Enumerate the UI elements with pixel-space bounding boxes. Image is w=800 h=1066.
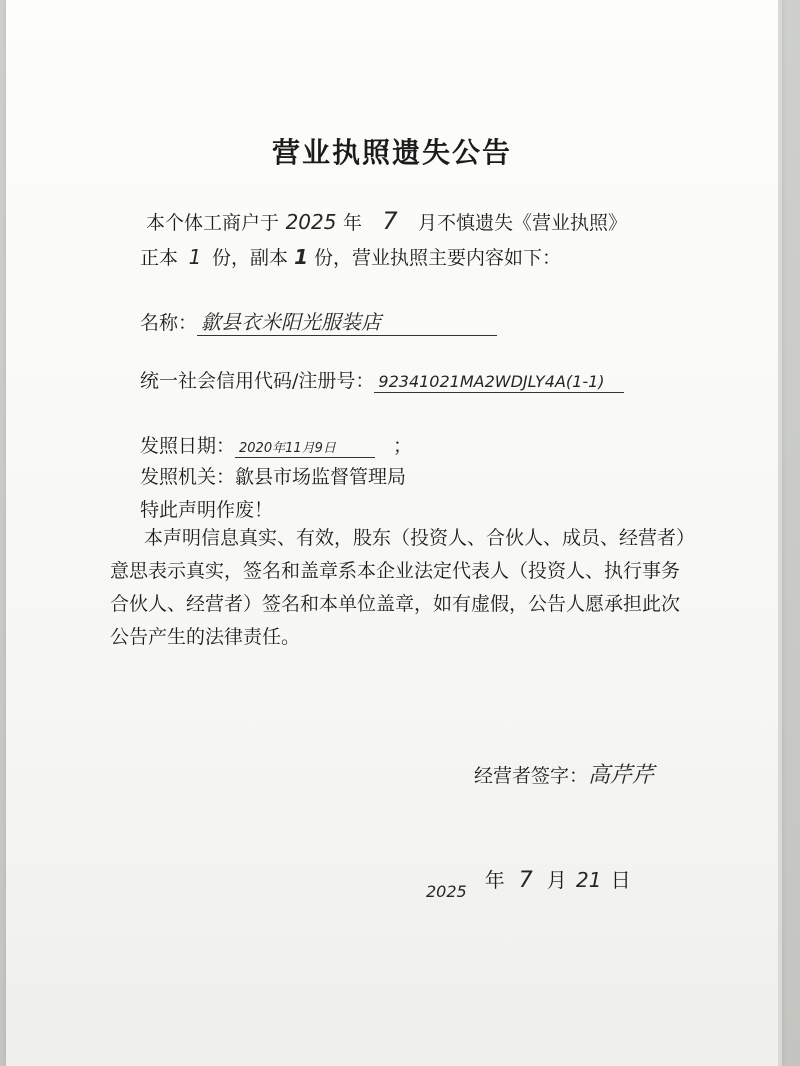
void-statement: 特此声明作废！ (140, 499, 274, 521)
issue-date-label: 发照日期： (140, 435, 236, 457)
issue-date-value: 2020年11月9日 (239, 441, 336, 456)
issue-date-suffix: ； (393, 435, 413, 457)
signature-line (474, 758, 654, 789)
authority-line (140, 462, 406, 489)
authority-label: 发照机关： (140, 466, 236, 488)
loss-year-unit: 年 (343, 212, 363, 234)
issue-date-line (140, 431, 412, 458)
date-year-unit: 年 (484, 868, 505, 892)
date-day: 21 (575, 868, 602, 892)
notice-title: 营业执照遗失公告 (271, 136, 512, 169)
name-label: 名称： (140, 312, 198, 334)
authority-value: 歙县市场监督管理局 (235, 466, 407, 488)
copies-separator: 份，副本 (212, 247, 289, 269)
loss-year: 2025 (285, 210, 337, 234)
date-month-unit: 月 (546, 868, 567, 892)
date-month: 7 (518, 868, 533, 893)
credit-code-line (140, 366, 624, 393)
signature-label: 经营者签字： (474, 765, 589, 787)
date-year: 2025 (426, 882, 467, 901)
business-name: 歙县衣米阳光服装店 (201, 310, 382, 334)
operator-signature: 高芹芹 (588, 763, 655, 788)
copies-line (140, 243, 561, 270)
credit-code-label: 统一社会信用代码/注册号： (140, 370, 375, 392)
notice-paper (6, 0, 778, 1066)
original-count: 1 (188, 245, 202, 269)
copy-count: 1 (294, 245, 308, 269)
date-day-unit: 日 (610, 868, 631, 892)
declaration-paragraph: 本声明信息真实、有效，股东（投资人、合伙人、成员、经营者）意思表示真实，签名和盖章系本企业法定代表人（投资人、执行事务合伙人、经营者）签名和本单位盖章，如有虚假，公告人愿承担此次公告产生的法律责任。 (110, 527, 686, 648)
intro-line (146, 207, 627, 235)
intro-prefix: 本个体工商户于 (146, 212, 280, 234)
intro-suffix: 月不慎遗失《营业执照》 (418, 212, 628, 234)
credit-code-value: 92341021MA2WDJLY4A(1-1) (378, 372, 605, 391)
name-line (140, 306, 497, 336)
copies-suffix: 份，营业执照主要内容如下： (314, 247, 562, 269)
original-label: 正本 (140, 247, 179, 269)
loss-month: 7 (382, 207, 398, 235)
date-line (426, 864, 631, 901)
